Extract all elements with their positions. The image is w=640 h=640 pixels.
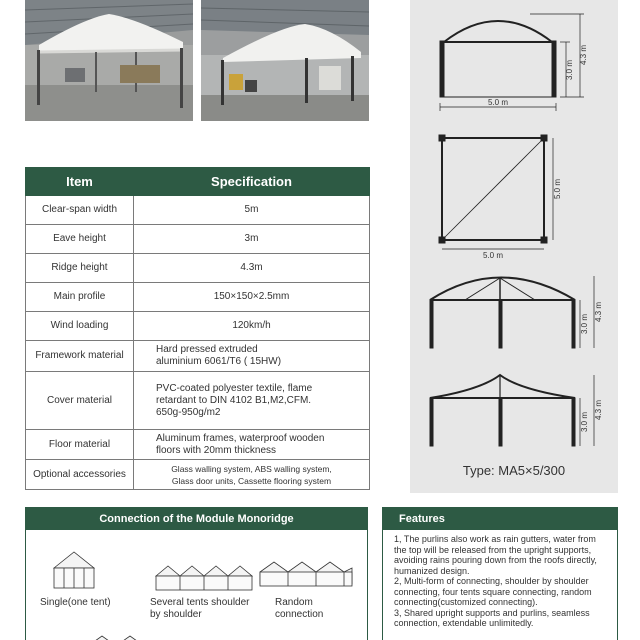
shoulder-tents-icon <box>156 566 252 590</box>
spec-value: Aluminum frames, waterproof wooden floors with 20mm thickness <box>134 430 370 460</box>
connection-title: Connection of the Module Monoridge <box>26 508 367 530</box>
ridge-dim-label-3: 4.3 m <box>594 399 603 421</box>
spec-item-label: Wind loading <box>26 312 134 341</box>
table-row <box>26 254 370 283</box>
spec-item-label: Ridge height <box>26 254 134 283</box>
spec-item-label: Eave height <box>26 225 134 254</box>
spec-value: 3m <box>134 225 370 254</box>
spec-item-label: Floor material <box>26 430 134 460</box>
front-elevation-drawing <box>440 14 584 111</box>
table-row <box>26 430 370 460</box>
spec-item-label: Cover material <box>26 372 134 430</box>
spec-table-header <box>26 168 370 196</box>
random-tents-icon <box>260 562 352 586</box>
single-tent-label: Single(one tent) <box>40 597 111 608</box>
spec-value: 120km/h <box>134 312 370 341</box>
spec-item-label: Optional accessories <box>26 460 134 490</box>
spec-item-label: Clear-span width <box>26 196 134 225</box>
eave-dim-label-3: 3.0 m <box>580 411 589 433</box>
table-row <box>26 341 370 372</box>
eave-dim-label-2: 3.0 m <box>580 313 589 335</box>
table-row <box>26 225 370 254</box>
width-dim-label: 5.0 m <box>487 98 509 107</box>
spec-value: 4.3m <box>134 254 370 283</box>
spec-column-header: Specification <box>134 168 370 196</box>
spec-item-label: Framework material <box>26 341 134 372</box>
single-tent-icon <box>54 552 94 588</box>
technical-drawing-panel <box>410 0 618 493</box>
table-row <box>26 283 370 312</box>
tent-photo-interior <box>25 0 193 121</box>
connection-section <box>25 507 368 640</box>
side-elevation-dome-drawing <box>430 276 594 348</box>
shoulder-tent-label: Several tents shoulder by shoulder <box>150 597 250 620</box>
features-title: Features <box>383 508 617 530</box>
spec-value: Hard pressed extruded aluminium 6061/T6 ( 15HW) <box>134 341 370 372</box>
spec-value: Glass walling system, ABS walling system, Glass door units, Cassette flooring system <box>134 460 370 490</box>
spec-value: 150×150×2.5mm <box>134 283 370 312</box>
ridge-dim-label: 4.3 m <box>579 44 588 66</box>
plan-width-dim-label: 5.0 m <box>482 251 504 260</box>
ridge-dim-label-2: 4.3 m <box>594 301 603 323</box>
table-row <box>26 312 370 341</box>
plan-view-drawing <box>439 135 553 249</box>
item-column-header: Item <box>26 168 134 196</box>
spec-value: PVC-coated polyester textile, flame retardant to DIN 4102 B1,M2,CFM. 650g-950g/m2 <box>134 372 370 430</box>
tent-type-label: Type: MA5×5/300 <box>462 463 566 478</box>
more-tents-icon <box>88 636 144 640</box>
side-elevation-peak-drawing <box>430 375 594 446</box>
plan-side-dim-label: 5.0 m <box>553 178 562 200</box>
features-section <box>382 507 618 640</box>
eave-dim-label: 3.0 m <box>565 59 574 81</box>
tent-photo-warehouse <box>201 0 369 121</box>
table-row <box>26 372 370 430</box>
features-text: 1, The purlins also work as rain gutters, water from the top will be released from the upright supports, avoiding rains pouring down from the roofs directly, humanized design. 2, Multi-form of connecting, shoulder by shoulder connecting, four tents square connecting, random connecting(customized connecting). 3, Shared upright supports and purlins, seamless connection, extendable unlimitedly. <box>394 534 597 628</box>
specification-table <box>25 167 370 490</box>
table-row <box>26 196 370 225</box>
random-connection-label: Random connection <box>275 597 324 620</box>
spec-item-label: Main profile <box>26 283 134 312</box>
table-row <box>26 460 370 490</box>
spec-value: 5m <box>134 196 370 225</box>
connection-illustrations <box>26 530 367 640</box>
